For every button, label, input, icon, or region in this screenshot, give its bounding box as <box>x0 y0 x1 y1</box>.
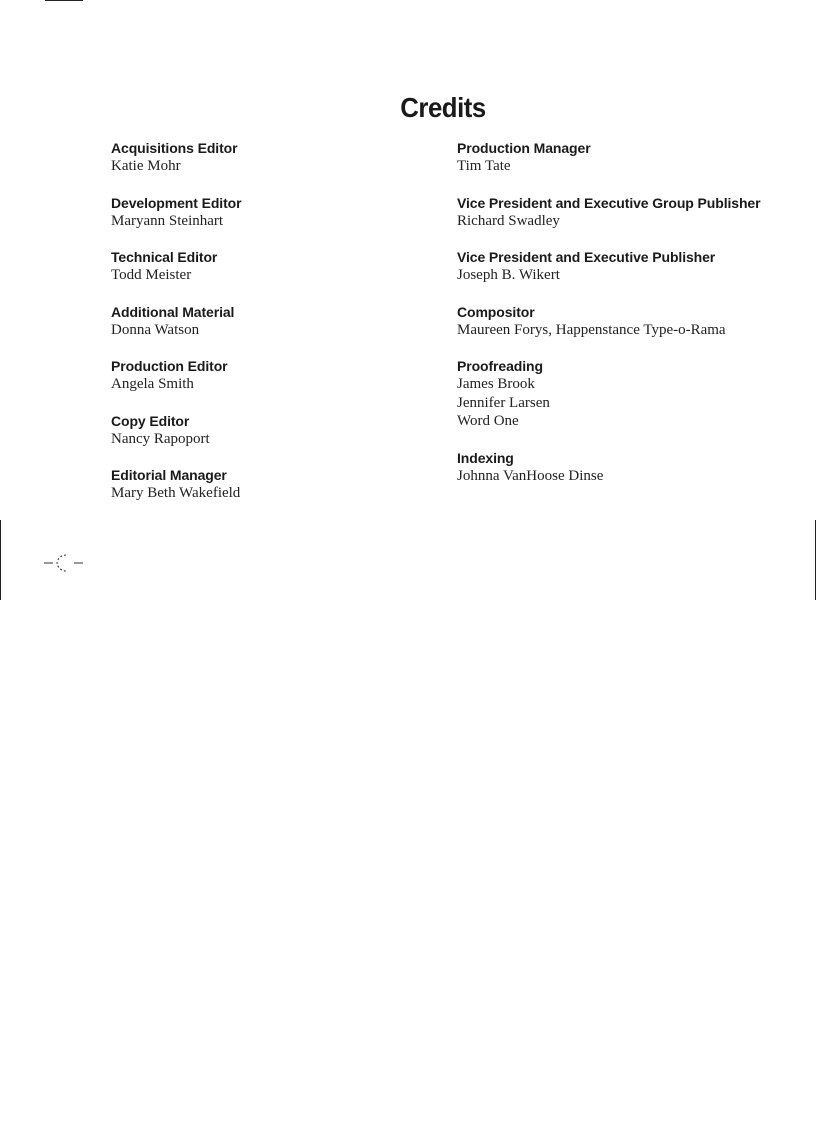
credit-name: Richard Swadley <box>457 212 560 229</box>
credit-role: Editorial Manager <box>111 467 227 483</box>
credit-name: Mary Beth Wakefield <box>111 485 241 501</box>
credit-entry <box>111 412 431 449</box>
page-title: Credits <box>400 92 486 123</box>
credit-entry <box>457 194 797 231</box>
credit-role: Copy Editor <box>111 412 190 429</box>
credit-role: Vice President and Executive Group Publisher <box>457 194 761 211</box>
credit-entry <box>111 466 431 503</box>
credit-role: Indexing <box>457 449 514 466</box>
credit-name: Maureen Forys, Happenstance Type-o-Rama <box>457 321 726 338</box>
credit-name: Word One <box>457 413 519 429</box>
credit-entry <box>111 248 431 285</box>
credit-name: Katie Mohr <box>111 158 181 174</box>
credit-name: Tim Tate <box>457 158 511 174</box>
credit-name: Nancy Rapoport <box>111 430 210 447</box>
credit-name: Joseph B. Wikert <box>457 267 560 283</box>
top-crop-rule <box>45 0 83 1</box>
credit-entry <box>111 303 431 340</box>
credit-role: Technical Editor <box>111 249 218 265</box>
credit-name: Johnna VanHoose Dinse <box>457 467 604 484</box>
credit-entry <box>457 357 797 431</box>
registration-mark-icon <box>44 552 84 574</box>
credit-role: Production Manager <box>457 140 591 156</box>
credit-name: Angela Smith <box>111 376 194 392</box>
credits-left-column <box>111 139 431 521</box>
credit-role: Additional Material <box>111 303 235 320</box>
credit-role: Acquisitions Editor <box>111 140 238 156</box>
credit-name: Donna Watson <box>111 321 200 338</box>
credit-role: Proofreading <box>457 358 543 374</box>
credit-entry <box>457 139 797 176</box>
credit-entry <box>457 303 797 340</box>
credit-entry <box>111 139 431 176</box>
left-margin-rule <box>0 520 1 600</box>
credit-role: Development Editor <box>111 194 242 211</box>
credit-entry <box>111 194 431 231</box>
credit-name: James Brook <box>457 376 535 392</box>
credit-name: Todd Meister <box>111 267 192 283</box>
credit-name: Jennifer Larsen <box>457 394 550 411</box>
credit-entry <box>457 449 797 486</box>
credits-right-column <box>457 139 797 503</box>
credit-name: Maryann Steinhart <box>111 212 224 229</box>
credit-role: Production Editor <box>111 358 228 374</box>
credit-role: Vice President and Executive Publisher <box>457 249 716 265</box>
credit-entry <box>111 357 431 394</box>
credit-role: Compositor <box>457 303 535 320</box>
credit-entry <box>457 248 797 285</box>
